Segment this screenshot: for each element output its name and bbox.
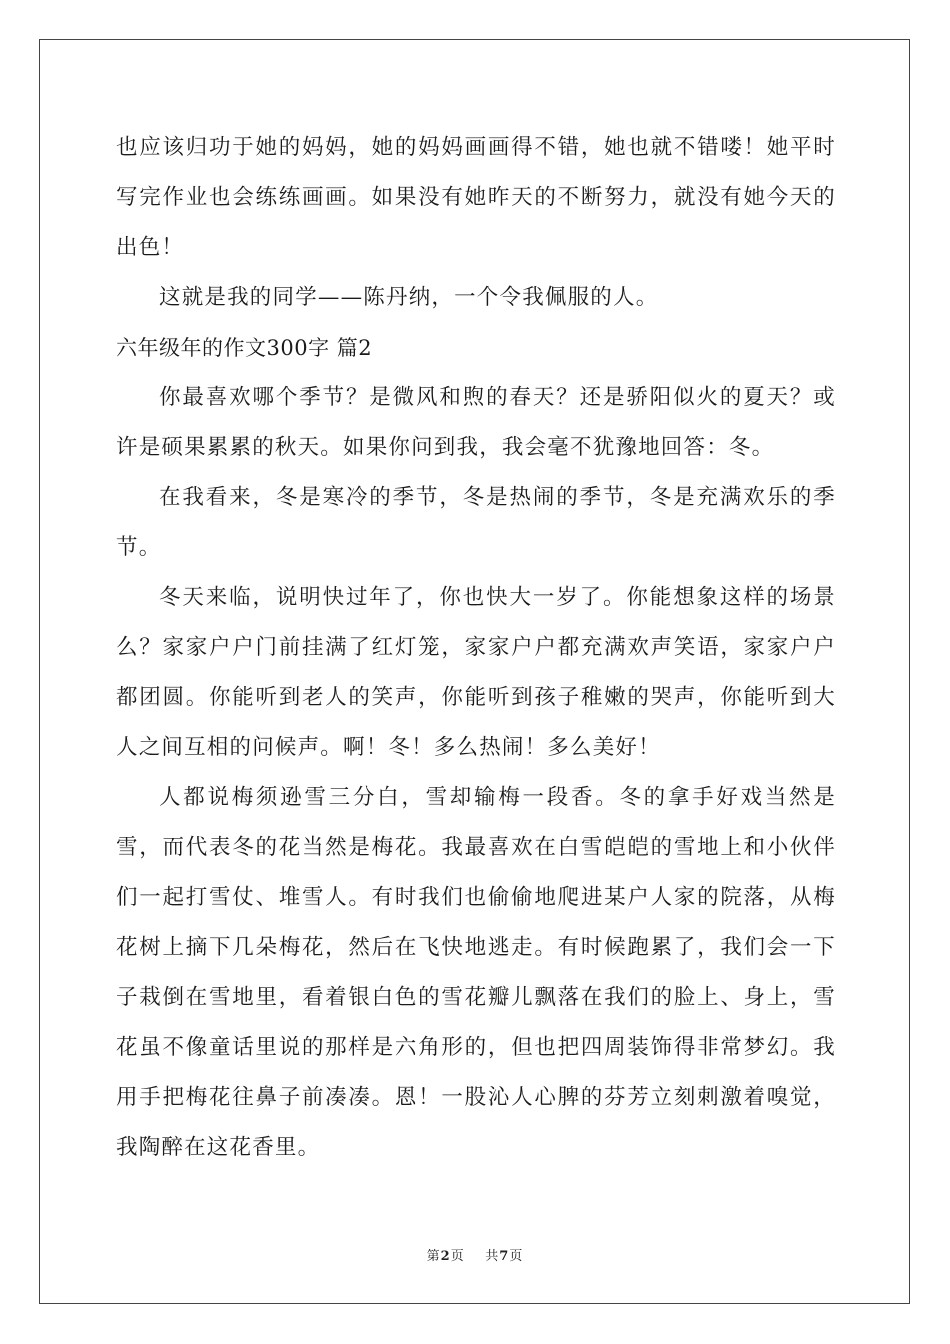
paragraph: 冬天来临，说明快过年了，你也快大一岁了。你能想象这样的场景么？家家户户门前挂满了红灯笼，家家户户都充满欢声笑语，家家户户都团圆。你能听到老人的笑声，你能听到孩子稚嫩的哭声，你能听到大人之间互相的问候声。啊！冬！多么热闹！多么美好！: [116, 585, 836, 760]
paragraph: 也应该归功于她的妈妈，她的妈妈画画得不错，她也就不错喽！她平时写完作业也会练练画画。如果没有她昨天的不断努力，就没有她今天的出色！: [116, 135, 836, 260]
page-total: 共7页: [485, 1249, 524, 1264]
paragraph: 在我看来，冬是寒冷的季节，冬是热闹的季节，冬是充满欢乐的季节。: [116, 485, 836, 560]
document-body: [116, 123, 836, 1173]
paragraph: 你最喜欢哪个季节？是微风和煦的春天？还是骄阳似火的夏天？或许是硕果累累的秋天。如果你问到我，我会毫不犹豫地回答：冬。: [116, 385, 836, 460]
paragraph: 这就是我的同学——陈丹纳，一个令我佩服的人。: [159, 285, 659, 310]
page-number: 第2页: [426, 1249, 465, 1264]
page-footer: [0, 1245, 950, 1264]
paragraph: 人都说梅须逊雪三分白，雪却输梅一段香。冬的拿手好戏当然是雪，而代表冬的花当然是梅花。我最喜欢在白雪皑皑的雪地上和小伙伴们一起打雪仗、堆雪人。有时我们也偷偷地爬进某户人家的院落，从梅花树上摘下几朵梅花，然后在飞快地逃走。有时候跑累了，我们会一下子栽倒在雪地里，看着银白色的雪花瓣儿飘落在我们的脸上、身上，雪花虽不像童话里说的那样是六角形的，但也把四周装饰得非常梦幻。我用手把梅花往鼻子前凑凑。恩！一股沁人心脾的芬芳立刻刺激着嗅觉，我陶醉在这花香里。: [116, 785, 836, 1160]
section-heading: 六年级年的作文300字 篇2: [116, 336, 373, 360]
